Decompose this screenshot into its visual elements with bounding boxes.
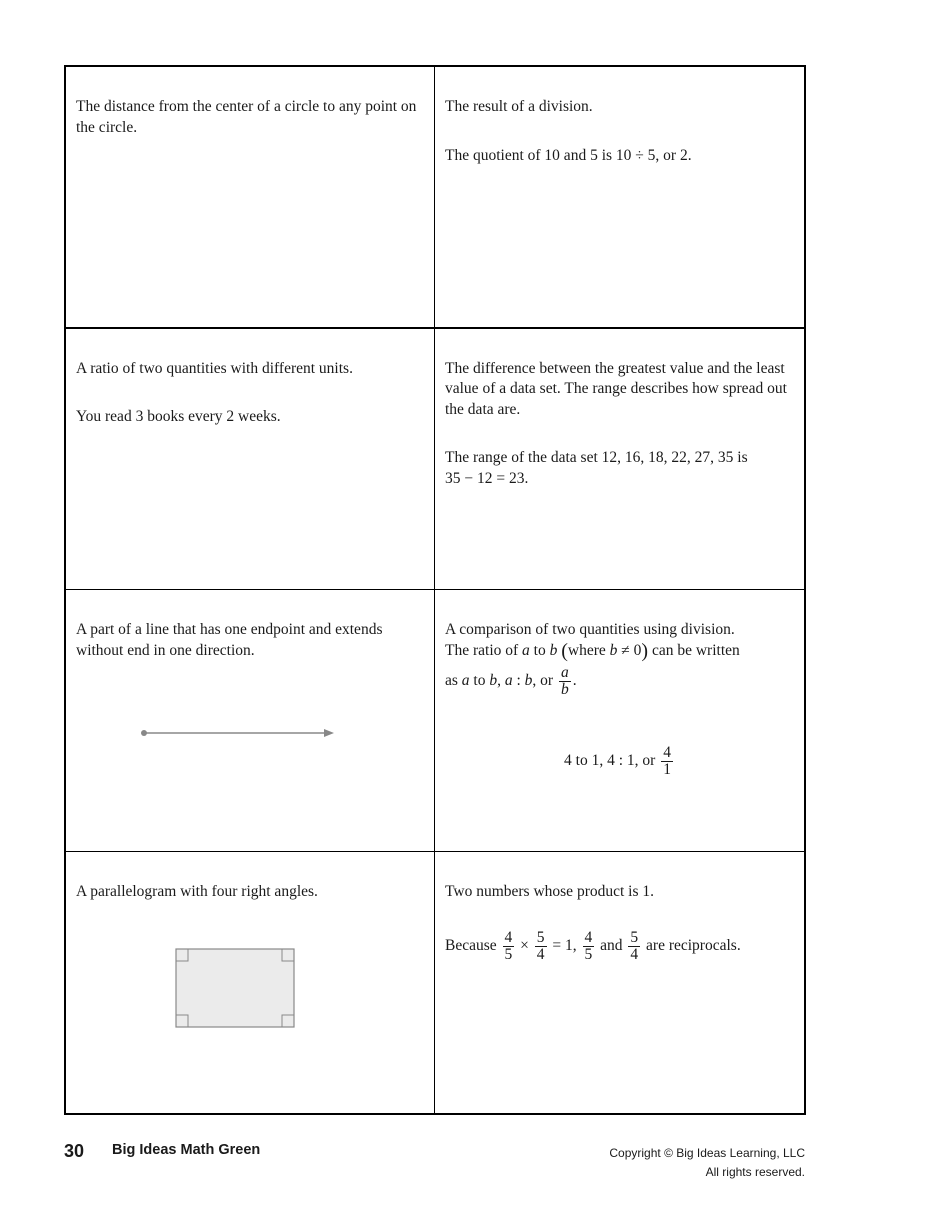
reciprocal-example: Because $\frac{4}{5}$ × $\frac{5}{4}$ = 1, $\frac{4}{5}$ and $\frac{5}{4}$ are reciprocals. (445, 929, 741, 963)
copyright-block (609, 1144, 805, 1182)
flash-card-grid (64, 65, 806, 1115)
example-line-1: The range of the data set 12, 16, 18, 22, 27, 35 is (445, 449, 748, 466)
card-definition: The result of a division. (445, 98, 593, 115)
ratio-example: 4 to 1, 4 : 1, or $\frac{4}{1}$ (564, 744, 671, 778)
card-ratio (435, 590, 804, 852)
card-quotient (435, 67, 804, 329)
card-definition: The difference between the greatest value and the least value of a data set. The range describes how spread out the data are. (445, 359, 787, 418)
ratio-definition: A comparison of two quantities using division. The ratio of a to b (where b ≠ 0) can be written (445, 621, 740, 662)
card-ray (66, 590, 435, 852)
rights-text: All rights reserved. (705, 1165, 805, 1179)
page-number: 30 (64, 1141, 85, 1161)
rectangle-diagram (175, 948, 297, 1030)
fraction-5-over-4: $\frac{5}{4}$ (630, 929, 639, 963)
card-range (435, 329, 804, 591)
card-example (445, 448, 794, 489)
card-definition: A part of a line that has one endpoint and extends without end in one direction. (76, 621, 383, 659)
card-example: The quotient of 10 and 5 is 10 ÷ 5, or 2. (445, 146, 692, 164)
rectangle-shape (176, 949, 294, 1027)
card-radius (66, 67, 435, 329)
card-rectangle (66, 852, 435, 1114)
example-line-2: 35 − 12 = 23. (445, 469, 529, 487)
book-title: Big Ideas Math Green (112, 1142, 261, 1158)
card-definition: A ratio of two quantities with different units. (76, 359, 353, 377)
card-rate (66, 329, 435, 591)
fraction-4-over-5: $\frac{4}{5}$ (584, 929, 593, 963)
card-reciprocals (435, 852, 804, 1114)
card-definition: Two numbers whose product is 1. (445, 882, 655, 900)
fraction-4-over-5: $\frac{4}{5}$ (504, 929, 513, 963)
fraction-5-over-4: $\frac{5}{4}$ (536, 929, 545, 963)
ray-arrowhead (324, 729, 334, 737)
fraction-a-over-b: $\frac{a}{b}$ (560, 664, 569, 698)
copyright-text: Copyright © Big Ideas Learning, LLC (609, 1146, 805, 1160)
card-example: You read 3 books every 2 weeks. (76, 408, 281, 425)
card-definition: The distance from the center of a circle to any point on the circle. (76, 98, 417, 136)
ray-diagram (138, 726, 338, 740)
ratio-forms: as a to b, a : b, or $\frac{a}{b}$ . (445, 664, 577, 698)
fraction-4-over-1: $\frac{4}{1}$ (663, 744, 671, 778)
card-definition: A parallelogram with four right angles. (76, 882, 318, 900)
